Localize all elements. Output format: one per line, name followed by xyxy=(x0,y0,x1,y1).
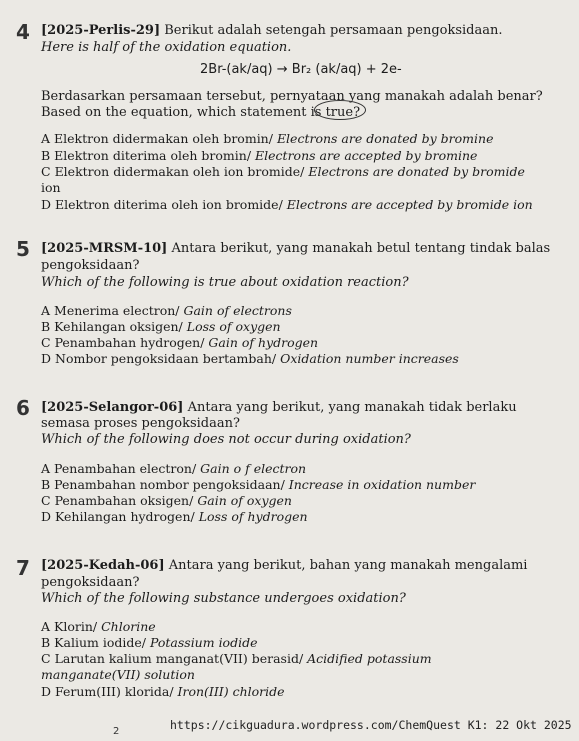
option-text-en: Electrons are donated by bromide xyxy=(308,164,525,179)
question-6-option-c xyxy=(41,493,292,509)
question-4-option-a xyxy=(41,131,493,147)
handwritten-circle-mark xyxy=(314,100,366,120)
option-letter: C xyxy=(41,493,51,508)
question-5-stem-en: Which of the following is true about oxidation reaction? xyxy=(41,275,409,290)
question-5-option-b xyxy=(41,319,281,335)
question-6-option-b xyxy=(41,477,475,493)
option-text-ms: Menerima electron/ xyxy=(54,303,180,318)
option-letter: D xyxy=(41,684,52,699)
question-6-stem-ms-1: Antara yang berikut, yang manakah tidak berlaku xyxy=(187,400,517,415)
option-text-ms: Kehilangan oksigen/ xyxy=(54,319,183,334)
option-text-en: Electrons are accepted by bromine xyxy=(255,148,478,163)
option-letter: A xyxy=(41,461,51,476)
question-7-stem xyxy=(41,557,571,574)
question-6-stem-en: Which of the following does not occur during oxidation? xyxy=(41,432,411,447)
option-text-ms: Ferum(III) klorida/ xyxy=(55,684,174,699)
question-5-stem-ms-2: pengoksidaan? xyxy=(41,258,140,273)
question-4-question-en: Based on the equation, which statement is true? xyxy=(41,105,361,120)
question-6-tag: [2025-Selangor-06] xyxy=(41,400,184,415)
option-text-en: Loss of hydrogen xyxy=(198,509,308,524)
question-5-number: 5 xyxy=(16,237,30,261)
page-number: 2 xyxy=(113,726,120,737)
option-letter: D xyxy=(41,197,52,212)
option-text-en: Loss of oxygen xyxy=(186,319,281,334)
question-5-tag: [2025-MRSM-10] xyxy=(41,241,168,256)
question-7-option-a xyxy=(41,619,156,635)
option-letter: C xyxy=(41,335,51,350)
option-text-ms: Kalium iodide/ xyxy=(54,635,146,650)
option-text-en: Chlorine xyxy=(101,619,156,634)
option-text-ms: Elektron diterima oleh bromin/ xyxy=(54,148,252,163)
question-7-tag: [2025-Kedah-06] xyxy=(41,558,165,573)
option-letter: B xyxy=(41,319,51,334)
question-5-option-c xyxy=(41,335,318,351)
option-text-ms: Penambahan nombor pengoksidaan/ xyxy=(54,477,285,492)
option-text-ms: Penambahan hydrogen/ xyxy=(54,335,205,350)
option-text-en: Gain of electrons xyxy=(183,303,292,318)
question-6-option-a xyxy=(41,461,306,477)
option-text-en: Increase in oxidation number xyxy=(288,477,476,492)
question-7-stem-ms-2: pengoksidaan? xyxy=(41,575,140,590)
option-text-ms: Penambahan electron/ xyxy=(54,461,197,476)
option-letter: C xyxy=(41,164,51,179)
question-7-number: 7 xyxy=(16,556,30,580)
option-text-en: Iron(III) chloride xyxy=(177,684,285,699)
question-4-option-b xyxy=(41,148,477,164)
question-4-option-c-wrap: ion xyxy=(41,180,61,195)
question-4-option-d xyxy=(41,197,533,213)
option-text-en: Gain of oxygen xyxy=(197,493,292,508)
option-letter: A xyxy=(41,131,51,146)
question-7-option-b xyxy=(41,635,258,651)
option-text-en: Electrons are donated by bromine xyxy=(276,131,494,146)
question-7-stem-en: Which of the following substance undergoes oxidation? xyxy=(41,591,406,606)
option-letter: C xyxy=(41,651,51,666)
question-7-option-c xyxy=(41,651,432,667)
option-text-en: Gain o f electron xyxy=(200,461,307,476)
question-4-stem-en: Here is half of the oxidation equation. xyxy=(41,40,292,55)
question-5-stem-ms-1: Antara berikut, yang manakah betul tentang tindak balas xyxy=(171,241,551,256)
question-6-stem-ms-2: semasa proses pengoksidaan? xyxy=(41,416,240,431)
question-4-equation: 2Br-(ak/aq) → Br₂ (ak/aq) + 2e- xyxy=(200,62,402,77)
option-text-ms: Elektron didermakan oleh bromin/ xyxy=(54,131,273,146)
option-text-ms: Kehilangan hydrogen/ xyxy=(55,509,195,524)
question-4-stem-ms: Berikut adalah setengah persamaan pengoksidaan. xyxy=(164,23,503,38)
option-text-ms: Elektron diterima oleh ion bromide/ xyxy=(55,197,283,212)
option-letter: B xyxy=(41,477,51,492)
option-letter: B xyxy=(41,635,51,650)
option-text-en: Oxidation number increases xyxy=(280,351,459,366)
question-7-stem-ms-1: Antara yang berikut, bahan yang manakah mengalami xyxy=(168,558,528,573)
question-5-option-a xyxy=(41,303,292,319)
option-text-en: Potassium iodide xyxy=(149,635,258,650)
option-text-en: Gain of hydrogen xyxy=(208,335,319,350)
question-4-tag: [2025-Perlis-29] xyxy=(41,23,161,38)
option-letter: B xyxy=(41,148,51,163)
question-4-question-ms: Berdasarkan persamaan tersebut, pernyataan yang manakah adalah benar? xyxy=(41,89,543,104)
question-7-option-c-wrap: manganate(VII) solution xyxy=(41,667,195,682)
option-letter: D xyxy=(41,509,52,524)
option-letter: A xyxy=(41,303,51,318)
option-text-en: Electrons are accepted by bromide ion xyxy=(286,197,533,212)
question-4-number: 4 xyxy=(16,20,30,44)
option-text-en: Acidified potassium xyxy=(307,651,432,666)
question-6-number: 6 xyxy=(16,396,30,420)
option-text-ms: Larutan kalium manganat(VII) berasid/ xyxy=(54,651,304,666)
option-letter: D xyxy=(41,351,52,366)
question-6-option-d xyxy=(41,509,308,525)
option-text-ms: Elektron didermakan oleh ion bromide/ xyxy=(54,164,305,179)
option-text-ms: Nombor pengoksidaan bertambah/ xyxy=(55,351,277,366)
option-letter: A xyxy=(41,619,51,634)
footer-url: https://cikguadura.wordpress.com/ChemQuest K1: 22 Okt 2025 xyxy=(170,718,572,732)
question-4-option-c xyxy=(41,164,525,180)
question-5-option-d xyxy=(41,351,459,367)
question-7-option-d xyxy=(41,684,285,700)
question-4-stem xyxy=(41,22,571,39)
question-6-stem xyxy=(41,399,571,416)
option-text-ms: Penambahan oksigen/ xyxy=(54,493,194,508)
option-text-ms: Klorin/ xyxy=(54,619,98,634)
question-5-stem xyxy=(41,240,571,257)
